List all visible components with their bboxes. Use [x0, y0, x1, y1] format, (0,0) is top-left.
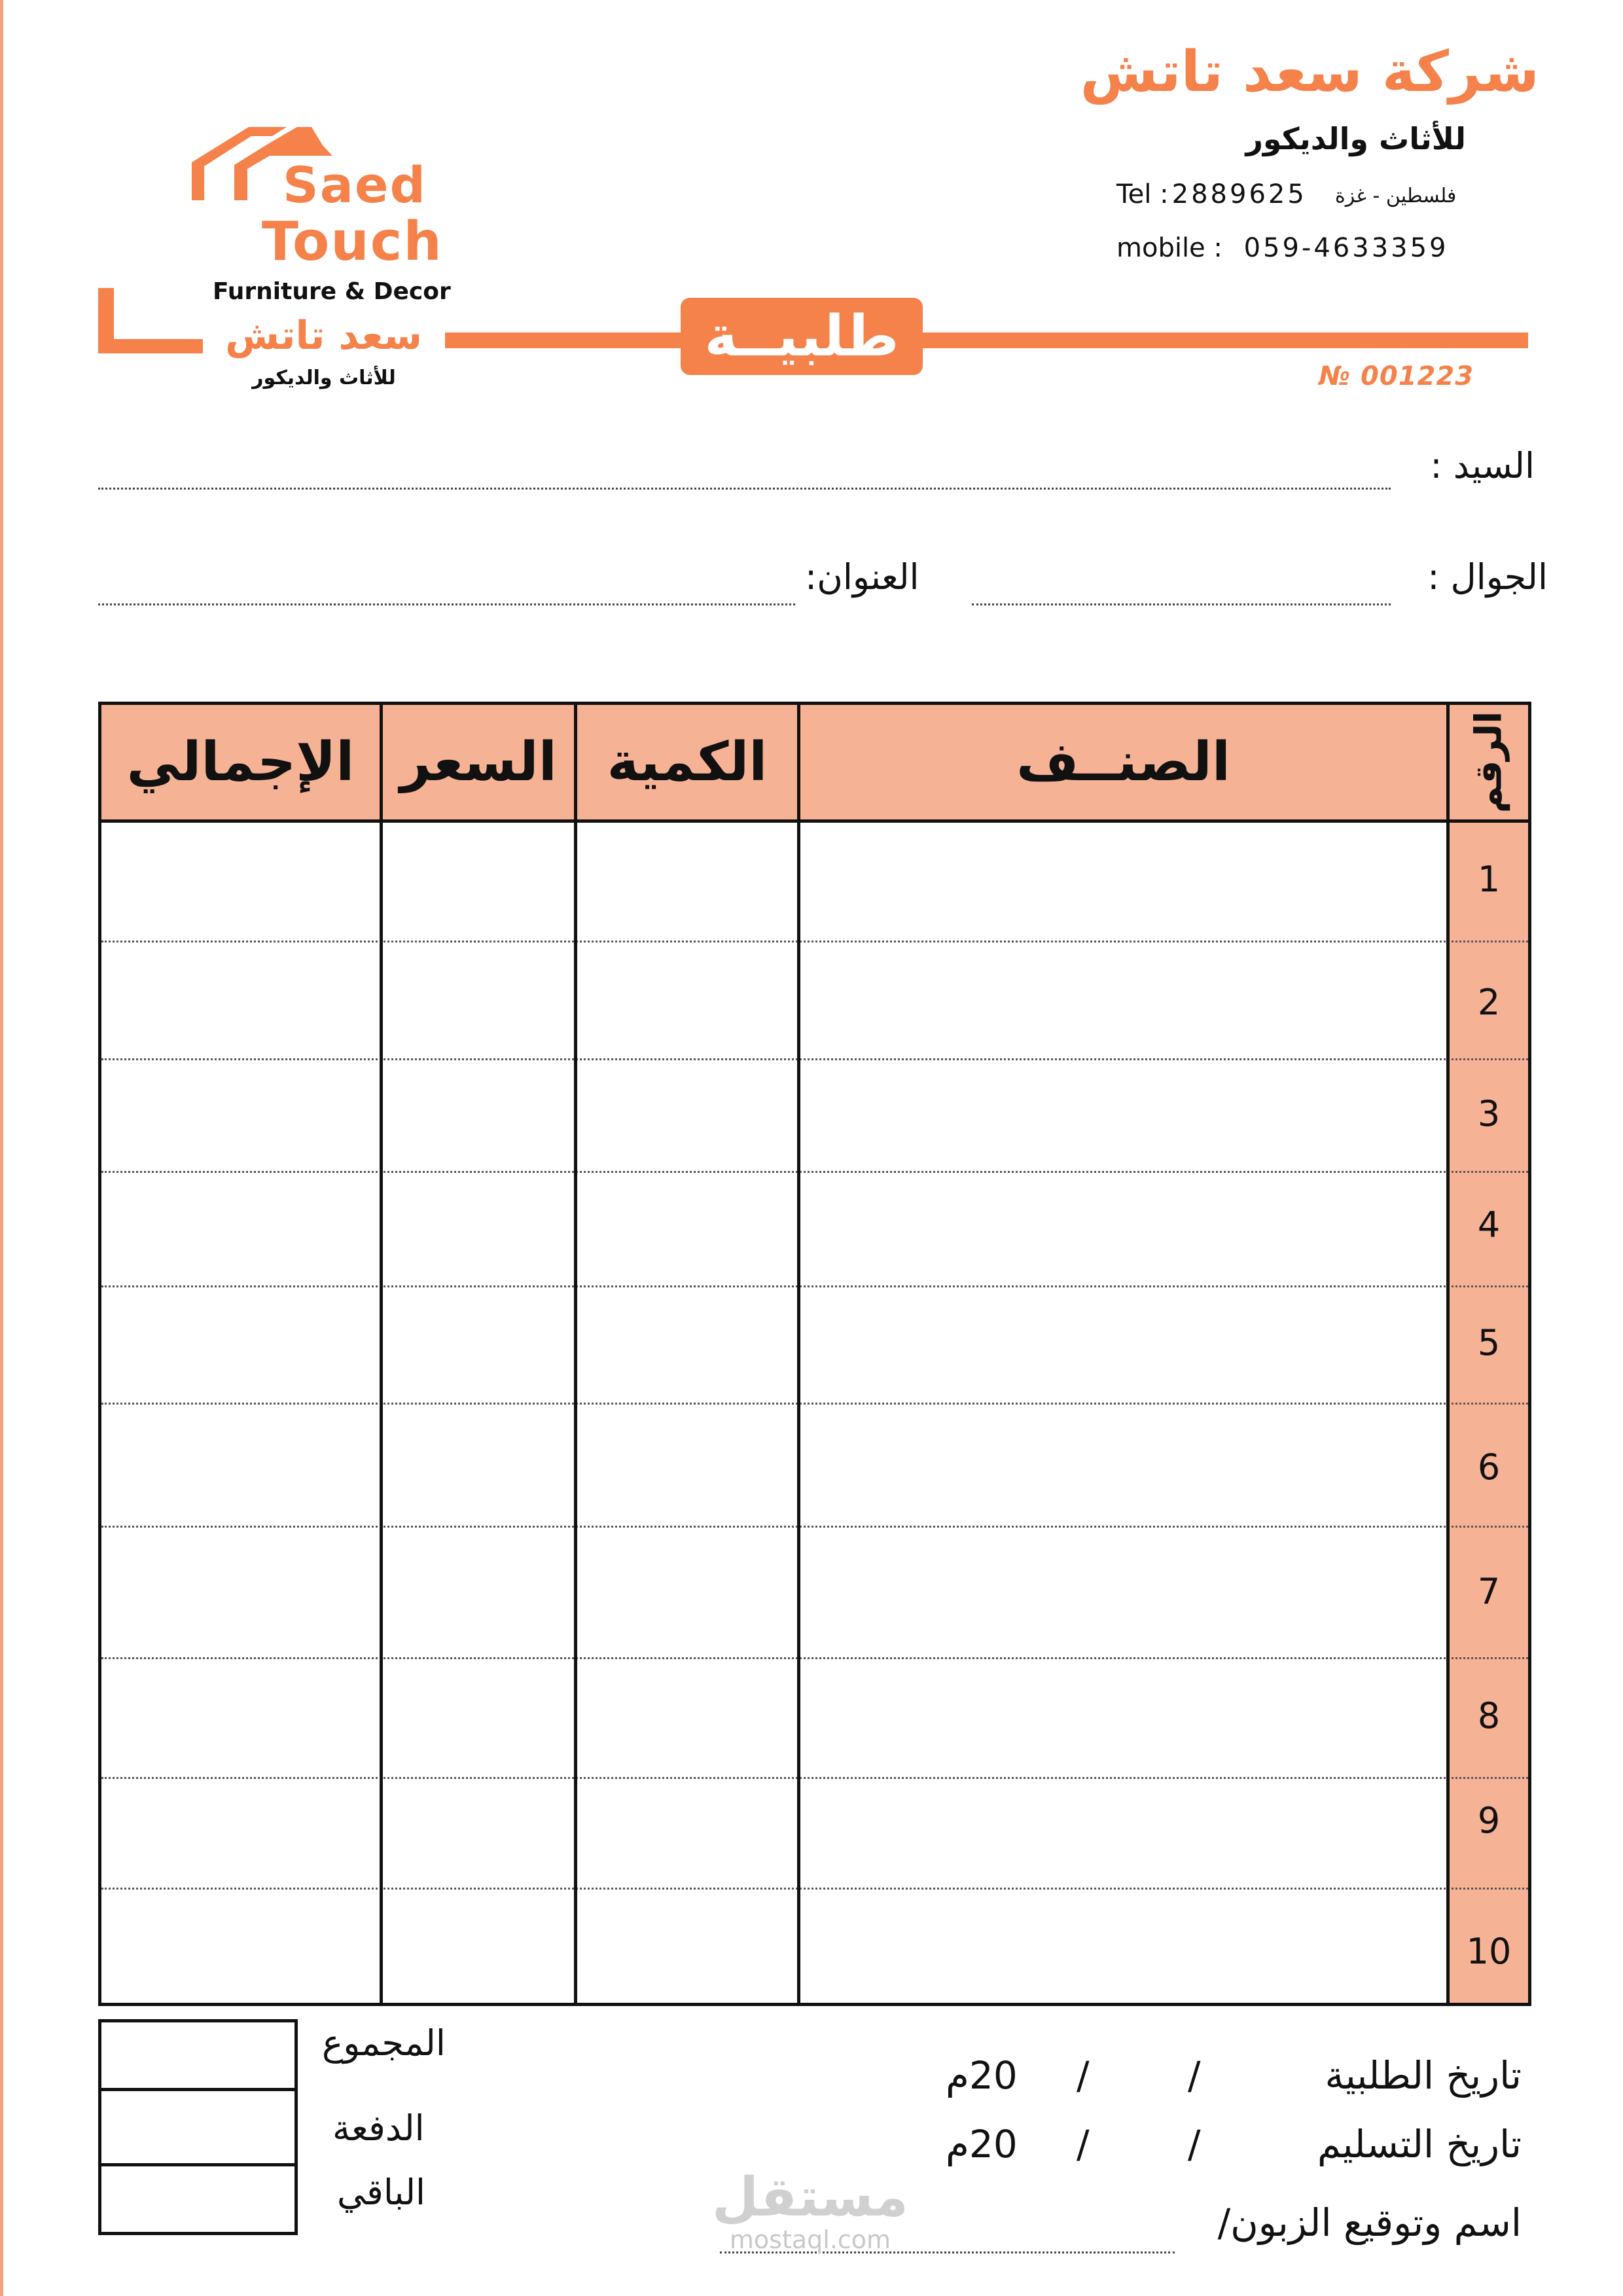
- row-number: 3: [1477, 1093, 1501, 1134]
- row-number: 5: [1477, 1322, 1501, 1363]
- header-total: الإجمالي: [126, 731, 355, 793]
- order-date-slash: /: [1077, 2053, 1090, 2098]
- header-number: [1450, 705, 1528, 819]
- row-divider: [101, 1526, 1528, 1528]
- summary-remaining-label: الباقي: [337, 2172, 426, 2213]
- order-date-slash: /: [1188, 2053, 1201, 2098]
- row-divider: [101, 1403, 1528, 1405]
- summary-boxes: [98, 2019, 298, 2235]
- logo-word-saed: Saed: [283, 156, 427, 214]
- column-divider: [797, 705, 800, 2003]
- items-table: [98, 702, 1531, 2006]
- header-divider: [101, 819, 1528, 823]
- watermark-logo: مستقل: [712, 2166, 908, 2229]
- customer-name-label: السيد :: [1430, 445, 1535, 486]
- document-title: طلبيــة: [681, 298, 923, 375]
- customer-address-label: العنوان:: [805, 556, 919, 598]
- row-number: 4: [1477, 1204, 1501, 1246]
- row-number: 2: [1477, 982, 1501, 1023]
- header-quantity: الكمية: [607, 731, 768, 793]
- header-price: السعر: [400, 731, 557, 793]
- row-number: 10: [1466, 1931, 1512, 1972]
- customer-name-field[interactable]: [98, 488, 1391, 490]
- logo-subtitle: Furniture & Decor: [213, 278, 451, 305]
- logo-arabic-name: سعد تاتش: [225, 313, 422, 359]
- company-tagline: للأثاث والديكور: [1245, 121, 1466, 156]
- tel-row: [1116, 179, 1307, 209]
- row-number: 8: [1477, 1695, 1501, 1736]
- customer-address-field[interactable]: [98, 603, 795, 605]
- summary-divider: [101, 2163, 294, 2166]
- decor-bar-middle: [445, 332, 681, 348]
- mobile-value: 059-4633359: [1243, 233, 1449, 263]
- delivery-date-year: 20م: [946, 2122, 1018, 2166]
- mobile-label: mobile :: [1116, 233, 1222, 263]
- header-number-text: الرقم: [1467, 711, 1510, 814]
- watermark-url: mostaql.com: [729, 2225, 891, 2254]
- row-number: 9: [1477, 1800, 1501, 1841]
- summary-divider: [101, 2088, 294, 2091]
- row-divider: [101, 1888, 1528, 1890]
- delivery-date-slash: /: [1188, 2122, 1201, 2166]
- summary-payment-label: الدفعة: [332, 2108, 425, 2149]
- mobile-row: [1116, 233, 1449, 263]
- decor-bar-left-horizontal: [98, 339, 203, 353]
- row-divider: [101, 1058, 1528, 1060]
- order-date-year: 20م: [946, 2053, 1018, 2098]
- logo-word-touch: Touch: [262, 211, 443, 273]
- row-number: 6: [1477, 1446, 1501, 1488]
- customer-mobile-field[interactable]: [972, 603, 1391, 605]
- delivery-date-slash: /: [1077, 2122, 1090, 2166]
- company-location: فلسطين - غزة: [1335, 185, 1457, 207]
- customer-mobile-label: الجوال :: [1427, 556, 1548, 598]
- row-number: 7: [1477, 1571, 1501, 1612]
- tel-value: 2889625: [1171, 179, 1307, 209]
- row-divider: [101, 941, 1528, 942]
- signature-label: اسم وتوقيع الزبون/: [1217, 2200, 1522, 2245]
- logo-arabic-tagline: للأثاث والديكور: [252, 367, 396, 389]
- column-divider: [574, 705, 577, 2003]
- row-divider: [101, 1777, 1528, 1779]
- column-divider: [380, 705, 383, 2003]
- row-number: 1: [1477, 859, 1501, 900]
- order-date-label: تاريخ الطلبية: [1325, 2053, 1522, 2098]
- serial-number: № 001223: [1319, 361, 1474, 391]
- tel-label: Tel :: [1116, 179, 1169, 209]
- header-item: الصنــف: [1016, 731, 1230, 793]
- company-name: شركة سعد تاتش: [1080, 39, 1539, 105]
- row-divider: [101, 1171, 1528, 1173]
- decor-bar-right: [916, 332, 1528, 348]
- summary-total-label: المجموع: [322, 2022, 446, 2064]
- row-divider: [101, 1285, 1528, 1287]
- page-edge: [0, 0, 3, 2296]
- row-divider: [101, 1657, 1528, 1659]
- delivery-date-label: تاريخ التسليم: [1317, 2122, 1522, 2166]
